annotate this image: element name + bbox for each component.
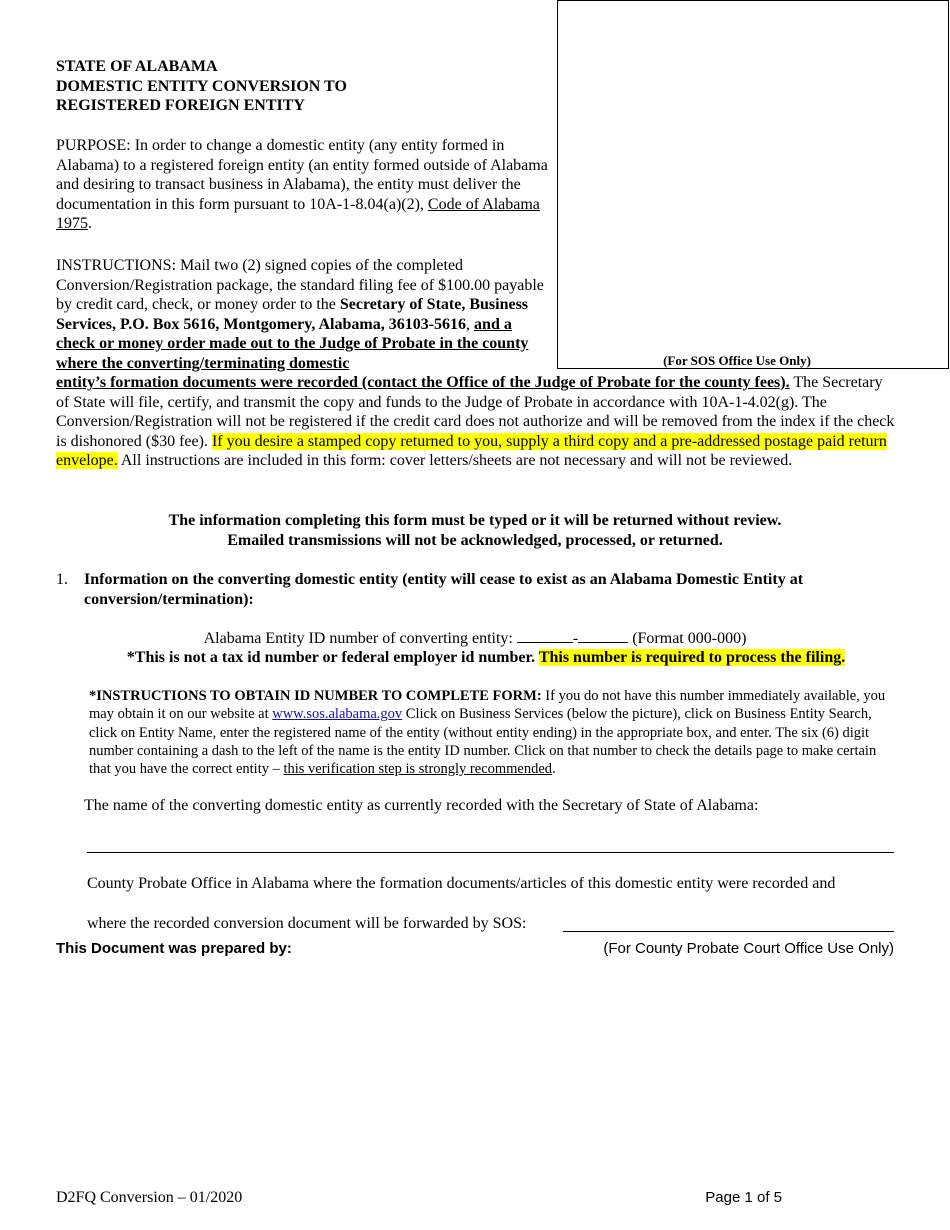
typed-form-notice (56, 511, 894, 550)
form-id-footer: D2FQ Conversion – 01/2020 (56, 1189, 243, 1206)
notice-line-2: Emailed transmissions will not be acknowledged, processed, or returned. (227, 531, 723, 549)
mailing-address: Secretary of State, Business Services, P.O. Box 5616, Montgomery, Alabama, 36103-5616 (56, 296, 529, 333)
sos-office-use-caption: (For SOS Office Use Only) (663, 353, 811, 368)
instructions-paragraph-rest (56, 373, 896, 471)
purpose-text: PURPOSE: In order to change a domestic entity (any entity formed in Alabama) to a registered foreign entity (an entity formed outside of Alabama and desiring to transact business in Alabama), the entity must deliver the documentation in this form pursuant to 10A-1-8.04(a)(2), (56, 137, 548, 213)
probate-payment-note-cont: entity’s formation documents were recorded (contact the Office of the Judge of Probate for the county fees). (56, 374, 790, 391)
obtain-id-heading: *INSTRUCTIONS TO OBTAIN ID NUMBER TO COMPLETE FORM: (89, 688, 542, 704)
purpose-end: . (88, 215, 92, 232)
county-probate-label-line-1: County Probate Office in Alabama where the formation documents/articles of this domestic entity were recorded and (87, 875, 836, 892)
entity-id-field-part-2[interactable] (578, 628, 628, 643)
purpose-paragraph (56, 136, 548, 234)
title-line-2: DOMESTIC ENTITY CONVERSION TO (56, 77, 347, 95)
entity-name-label: The name of the converting domestic entity as currently recorded with the Secretary of State of Alabama: (84, 797, 759, 814)
county-probate-label-line-2: where the recorded conversion document will be forwarded by SOS: (87, 915, 527, 932)
tax-id-note-line (56, 648, 916, 668)
required-number-note: This number is required to process the filing. (538, 649, 846, 666)
entity-id-dash: - (572, 630, 579, 647)
obtain-id-instructions (89, 687, 899, 778)
county-office-use-label: (For County Probate Court Office Use Only) (603, 940, 894, 957)
instructions-intro: INSTRUCTIONS: Mail two (2) signed copies of the completed Conversion/Registration package, the standard filing fee of $100.00 payable by credit card, check, or money order to the (56, 257, 544, 313)
tax-id-note: *This is not a tax id number or federal employer id number. (126, 649, 539, 666)
instructions-end: All instructions are included in this form: cover letters/sheets are not necessary and will not be reviewed. (117, 452, 793, 469)
sos-office-use-box (557, 0, 949, 369)
item-1-number: 1. (56, 571, 68, 588)
instructions-paragraph-top (56, 256, 548, 373)
entity-name-field[interactable] (87, 852, 894, 853)
entity-id-format: (Format 000-000) (628, 630, 747, 647)
notice-line-1: The information completing this form must be typed or it will be returned without review. (168, 512, 782, 529)
verification-note: this verification step is strongly recommended (283, 761, 553, 778)
prepared-by-label: This Document was prepared by: (56, 940, 292, 957)
county-probate-field[interactable] (563, 931, 894, 932)
instructions-filing: The Secretary of State will file, certify, and transmit the copy and funds to the Judge of Probate in accordance with 10A-1-4.02(g). The Conversion/Registration will not be registered if the credit card does not authorize and will be removed from the index if the check is dishonored ($30 fee). (56, 374, 895, 450)
instructions-comma: , (466, 315, 475, 333)
entity-id-line (56, 628, 894, 649)
obtain-id-text-1: If you do not have this number immediately available, you may obtain it on our website at (89, 688, 886, 723)
title-line-1: STATE OF ALABAMA (56, 58, 218, 75)
obtain-id-end: . (552, 761, 556, 778)
page-number: Page 1 of 5 (705, 1189, 782, 1206)
sos-website-link[interactable]: www.sos.alabama.gov (272, 706, 403, 723)
code-of-alabama: Code of Alabama 1975 (56, 195, 540, 232)
item-1-heading: Information on the converting domestic entity (entity will cease to exist as an Alabama Domestic Entity at conversion/termination): (84, 571, 804, 608)
stamped-copy-note: If you desire a stamped copy returned to you, supply a third copy and a pre-addressed postage paid return envelope. (56, 432, 887, 469)
title-line-3: REGISTERED FOREIGN ENTITY (56, 97, 305, 114)
form-title (56, 57, 536, 116)
entity-id-field-part-1[interactable] (517, 628, 573, 643)
obtain-id-text-2: Click on Business Services (below the picture), click on Business Entity Search, click on Entity Name, enter the registered name of the entity (without entity ending) in the appropriate box, and enter. The six (6) digit number containing a dash to the left of the name is the entity ID number. Click on that number to check the details page to make certain that you have the correct entity – (89, 706, 877, 778)
probate-payment-note: and a check or money order made out to the Judge of Probate in the county where the converting/terminating domestic (56, 315, 529, 372)
entity-id-label: Alabama Entity ID number of converting entity: (203, 630, 517, 647)
